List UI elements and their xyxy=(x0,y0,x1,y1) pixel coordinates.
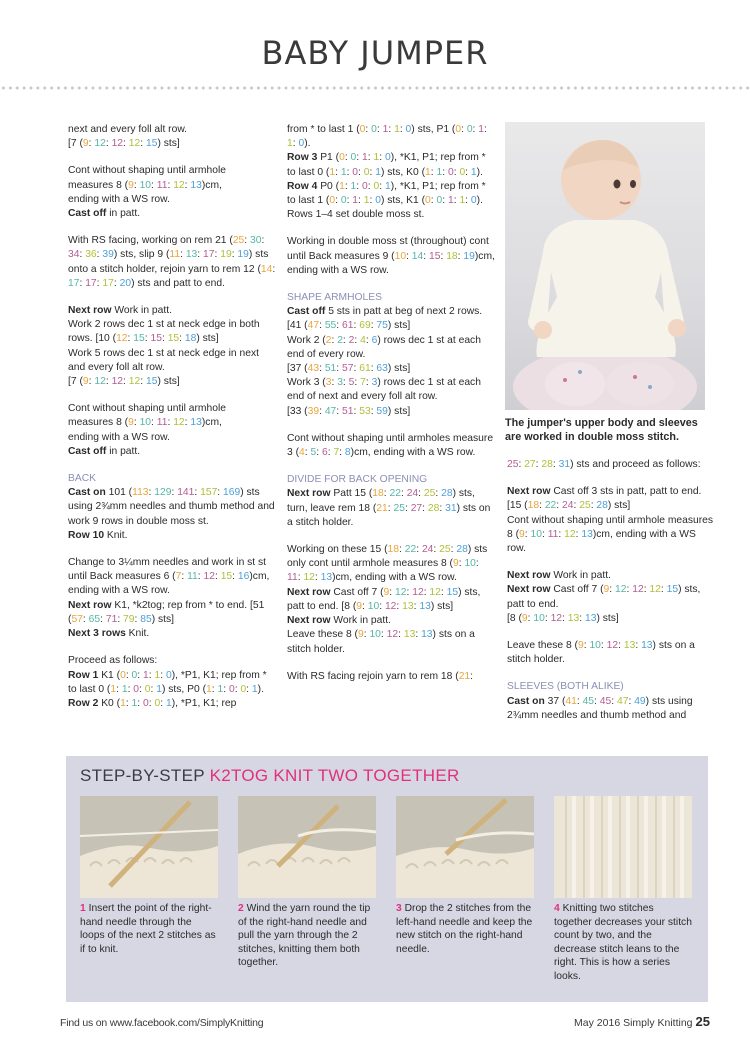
paragraph: 25: 27: 28: 31) sts and proceed as follows: xyxy=(507,459,701,470)
paragraph: Cont without shaping until armhole measures 8 (9: 10: 11: 12: 13)cm, ending with a WS row. Cast off in patt. xyxy=(68,403,226,457)
paragraph: Leave these 8 (9: 10: 12: 13: 13) sts on a stitch holder. xyxy=(507,640,695,666)
paragraph: Cont without shaping until armhole measures 8 (9: 10: 11: 12: 13)cm, ending with a WS row. Cast off in patt. xyxy=(68,165,226,220)
paragraph: Next row Work in patt. Next row Cast off 7 (9: 12: 12: 12: 15) sts, patt to end. [8 (9: 10: 12: 13: 13) sts] xyxy=(507,570,701,624)
pattern-column-3 xyxy=(507,458,715,736)
step-3-text: 3 Drop the 2 stitches from the left-hand needle and keep the new stitch on the right-hand needle. xyxy=(396,903,533,955)
step-4-photo xyxy=(554,796,692,898)
paragraph: Working in double moss st (throughout) cont until Back measures 9 (10: 14: 15: 18: 19)cm, ending with a WS row. xyxy=(287,236,495,276)
section-heading-armholes: SHAPE ARMHOLES xyxy=(287,292,382,304)
paragraph: next and every foll alt row. [7 (9: 12: 12: 12: 15) sts] xyxy=(68,124,188,150)
paragraph: Working on these 15 (18: 22: 24: 25: 28) sts only cont until armhole measures 8 (9: 10: 11: 12: 13)cm, ending with a WS row. Next row Cast off 7 (9: 12: 12: 12: 15) sts, patt to end. [8 (9: 10: 12: 13: 13) sts] Next row Work in patt. Leave these 8 (9: 10: 12: 13: 13) sts on a stitch holder. xyxy=(287,544,488,655)
step-4-text: 4 Knitting two stitches together decreases your stitch count by two, and the decrease stitch leans to the right. This is how a series looks. xyxy=(554,903,692,982)
pattern-column-1 xyxy=(68,123,276,724)
page-title: BABY JUMPER xyxy=(261,34,489,72)
paragraph: Next row Cast off 3 sts in patt, patt to end. [15 (18: 22: 24: 25: 28) sts] Cont without shaping until armhole measures 8 (9: 10: 11: 12: 13)cm, ending with a WS row. xyxy=(507,486,714,555)
section-heading-back: BACK xyxy=(68,473,97,485)
step-1-photo xyxy=(80,796,218,898)
step-3-photo xyxy=(396,796,534,898)
paragraph: Cont without shaping until armholes measure 3 (4: 5: 6: 7: 8)cm, ending with a WS row. xyxy=(287,432,494,459)
pattern-column-2 xyxy=(287,123,495,697)
paragraph: Next row Patt 15 (18: 22: 24: 25: 28) sts, turn, leave rem 18 (21: 25: 27: 28: 31) sts on a stitch holder. xyxy=(287,488,491,528)
baby-jumper-photo xyxy=(505,122,705,410)
footer-facebook-link[interactable]: Find us on www.facebook.com/SimplyKnitting xyxy=(60,1017,264,1029)
photo-caption: The jumper's upper body and sleeves are worked in double moss stitch. xyxy=(505,417,698,443)
step-2-text: 2 Wind the yarn round the tip of the right-hand needle and pull the yarn through the 2 stitches, knitting them both together. xyxy=(238,903,371,968)
paragraph: Cast off 5 sts in patt at beg of next 2 rows. [41 (47: 55: 61: 69: 75) sts] Work 2 (2: 2: 2: 4: 6) rows dec 1 st at each end of every row. [37 (43: 51: 57: 61: 63) sts] Work 3 (3: 3: 5: 7: 3) rows dec 1 st at each end of next and every foll alt row. [33 (39: 47: 51: 53: 59) sts] xyxy=(287,306,483,417)
section-heading-sleeves: SLEEVES (BOTH ALIKE) xyxy=(507,681,624,693)
paragraph: Change to 3¼mm needles and work in st st until Back measures 6 (7: 11: 12: 15: 16)cm, ending with a WS row. Next row K1, *k2tog; rep from * to end. [51 (57: 65: 71: 79: 85) sts] Next 3 rows Knit. xyxy=(68,557,270,640)
step-2-photo xyxy=(238,796,376,898)
section-heading-divide: DIVIDE FOR BACK OPENING xyxy=(287,474,428,486)
paragraph: Cast on 37 (41: 45: 45: 47: 49) sts using 2¾mm needles and thumb method and xyxy=(507,695,693,721)
paragraph: from * to last 1 (0: 0: 1: 1: 0) sts, P1 (0: 0: 1: 1: 0). Row 3 P1 (0: 0: 1: 1: 0), *K1, P1; rep from * to last 0 (1: 1: 0: 0: 1) sts, K0 (1: 1: 0: 0: 1). Row 4 P0 (1: 1: 0: 0: 1), *K1, P1; rep from * to last 1 (0: 0: 1: 1: 0) sts, K1 (0: 0: 1: 1: 0). Rows 1–4 set double moss st. xyxy=(287,124,487,221)
paragraph: Cast on 101 (113: 129: 141: 157: 169) sts using 2¾mm needles and thumb method and work 9 rows in double moss st. Row 10 Knit. xyxy=(68,487,275,541)
page-number: 25 xyxy=(695,1014,710,1029)
paragraph: With RS facing rejoin yarn to rem 18 (21: xyxy=(287,670,474,682)
step-1-text: 1 Insert the point of the right-hand needle through the loops of the next 2 stitches as if to knit. xyxy=(80,903,216,955)
paragraph: With RS facing, working on rem 21 (25: 30: 34: 36: 39) sts, slip 9 (11: 13: 17: 19: 19) sts onto a stitch holder, rejoin yarn to rem 12 (14: 17: 17: 17: 20) sts and patt to end. xyxy=(68,235,276,289)
footer-issue: May 2016 Simply Knitting 25 xyxy=(574,1014,710,1029)
baby-illustration xyxy=(505,122,705,410)
dotted-divider xyxy=(0,86,750,90)
step-by-step-panel xyxy=(66,756,708,1002)
paragraph: Proceed as follows: Row 1 K1 (0: 0: 1: 1: 0), *P1, K1; rep from * to last 0 (1: 1: 0: 0: 1) sts, P0 (1: 1: 0: 0: 1). Row 2 K0 (1: 1: 0: 0: 1), *P1, K1; rep xyxy=(68,655,267,709)
paragraph: Next row Work in patt. Work 2 rows dec 1 st at neck edge in both rows. [10 (12: 15: 15: 15: 18) sts] Work 5 rows dec 1 st at neck edge in next and every foll alt row. [7 (9: 12: 12: 12: 15) sts] xyxy=(68,305,260,388)
panel-title: STEP-BY-STEP K2TOG KNIT TWO TOGETHER xyxy=(80,766,460,785)
